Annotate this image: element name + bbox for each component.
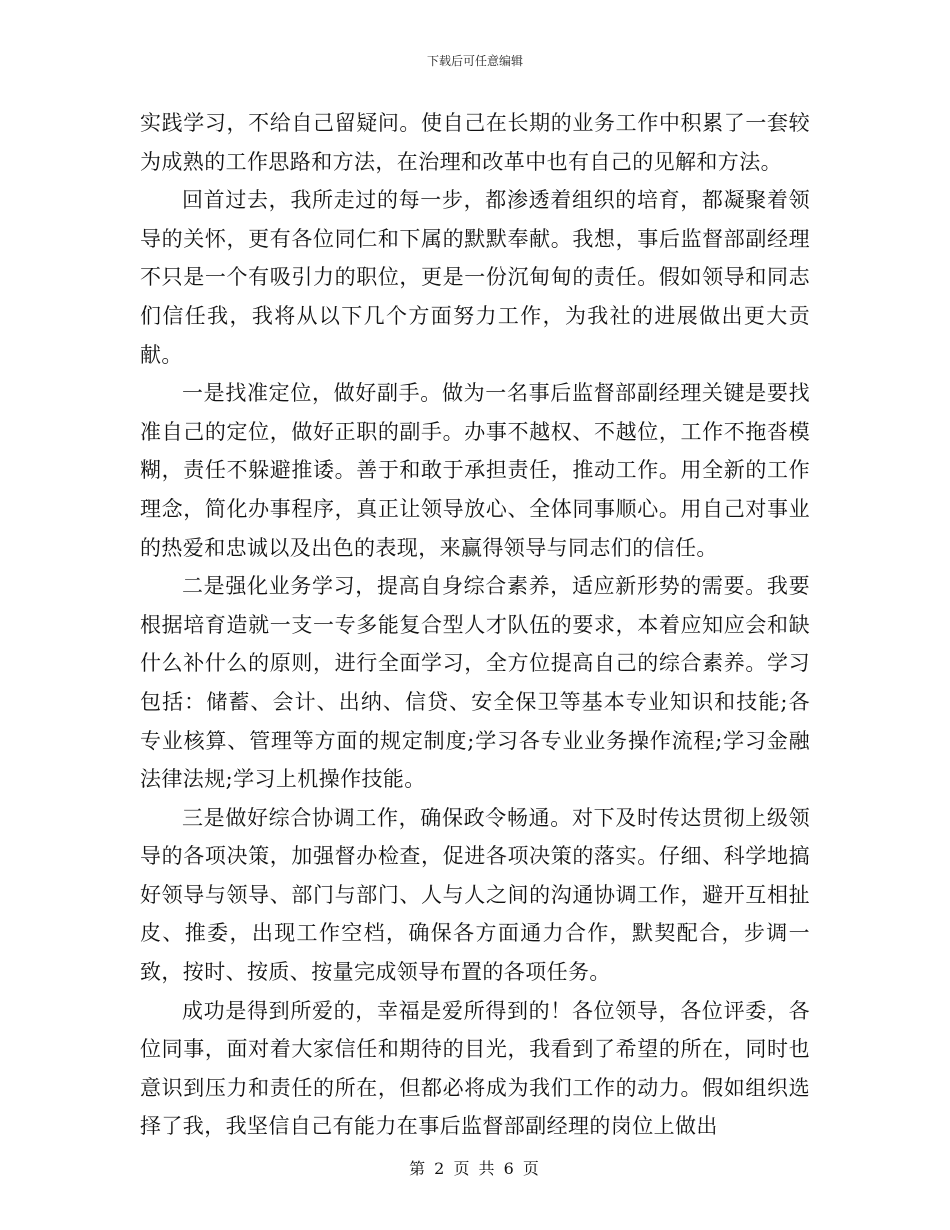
page-number-footer: 第 2 页 共 6 页 <box>409 1159 541 1178</box>
paragraph-closing: 成功是得到所爱的，幸福是爱所得到的！各位领导，各位评委，各位同事，面对着大家信任和期待的目光，我看到了希望的所在，同时也意识到压力和责任的所在，但都必将成为我们工作的动力。假如组织选择了我，我坚信自己有能力在事后监督部副经理的岗位上做出 <box>140 998 810 1139</box>
paragraph-looking-back: 回首过去，我所走过的每一步，都渗透着组织的培育，都凝聚着领导的关怀，更有各位同仁和下属的默默奉献。我想，事后监督部副经理不只是一个有吸引力的职位，更是一份沉甸甸的责任。假如领导和同志们信任我，我将从以下几个方面努力工作，为我社的进展做出更大贡献。 <box>140 188 810 367</box>
paragraph-point-three: 三是做好综合协调工作，确保政令畅通。对下及时传达贯彻上级领导的各项决策，加强督办检查，促进各项决策的落实。仔细、科学地搞好领导与领导、部门与部门、人与人之间的沟通协调工作，避开互相扯皮、推委，出现工作空档，确保各方面通力合作，默契配合，步调一致，按时、按质、按量完成领导布置的各项任务。 <box>140 805 810 985</box>
paragraph-point-one: 一是找准定位，做好副手。做为一名事后监督部副经理关键是要找准自己的定位，做好正职的副手。办事不越权、不越位，工作不拖沓模糊，责任不躲避推诿。善于和敢于承担责任，推动工作。用全新的工作理念，简化办事程序，真正让领导放心、全体同事顺心。用自己对事业的热爱和忠诚以及出色的表现，来赢得领导与同志们的信任。 <box>140 381 810 560</box>
paragraph-point-two: 二是强化业务学习，提高自身综合素养，适应新形势的需要。我要根据培育造就一支一专多能复合型人才队伍的要求，本着应知应会和缺什么补什么的原则，进行全面学习，全方位提高自己的综合素养。学习包括：储蓄、会计、出纳、信贷、安全保卫等基本专业知识和技能;各专业核算、管理等方面的规定制度;学习各专业业务操作流程;学习金融法律法规;学习上机操作技能。 <box>140 574 810 792</box>
document-body <box>140 104 810 1146</box>
page-header: 下载后可任意编辑 <box>426 54 523 68</box>
paragraph-continued: 实践学习，不给自己留疑问。使自己在长期的业务工作中积累了一套较为成熟的工作思路和方法，在治理和改革中也有自己的见解和方法。 <box>140 111 810 174</box>
